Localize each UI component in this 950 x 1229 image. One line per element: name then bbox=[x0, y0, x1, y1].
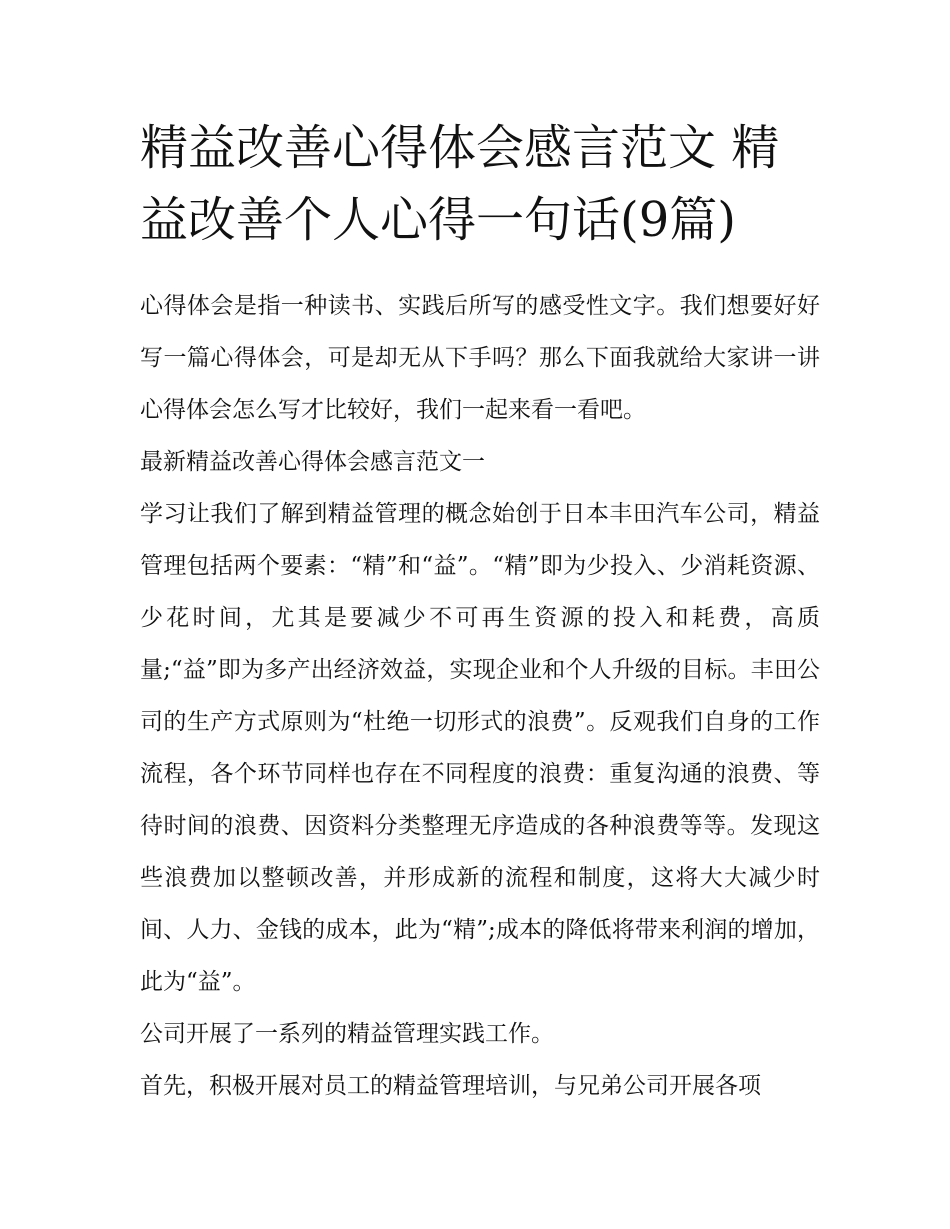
document-title: 精益改善心得体会感言范文 精益改善个人心得一句话(9篇) bbox=[140, 120, 780, 248]
paragraph-first-step: 首先，积极开展对员工的精益管理培训，与兄弟公司开展各项 bbox=[140, 1073, 761, 1099]
document-body bbox=[140, 280, 820, 1112]
section-heading: 最新精益改善心得体会感言范文一 bbox=[140, 449, 485, 475]
paragraph-company-practice: 公司开展了一系列的精益管理实践工作。 bbox=[140, 1021, 554, 1047]
paragraph-intro: 心得体会是指一种读书、实践后所写的感受性文字。我们想要好好写一篇心得体会，可是却无从下手吗？那么下面我就给大家讲一讲心得体会怎么写才比较好，我们一起来看一看吧。 bbox=[140, 293, 820, 423]
paragraph-lean-concept: 学习让我们了解到精益管理的概念始创于日本丰田汽车公司，精益管理包括两个要素：“精”和“益”。“精”即为少投入、少消耗资源、少花时间，尤其是要减少不可再生资源的投入和耗费，高质量;“益”即为多产出经济效益，实现企业和个人升级的目标。丰田公司的生产方式原则为“杜绝一切形式的浪费”。反观我们自身的工作流程，各个环节同样也存在不同程度的浪费：重复沟通的浪费、等待时间的浪费、因资料分类整理无序造成的各种浪费等等。发现这些浪费加以整顿改善，并形成新的流程和制度，这将大大减少时间、人力、金钱的成本，此为“精”;成本的降低将带来利润的增加，此为“益”。 bbox=[140, 501, 820, 995]
